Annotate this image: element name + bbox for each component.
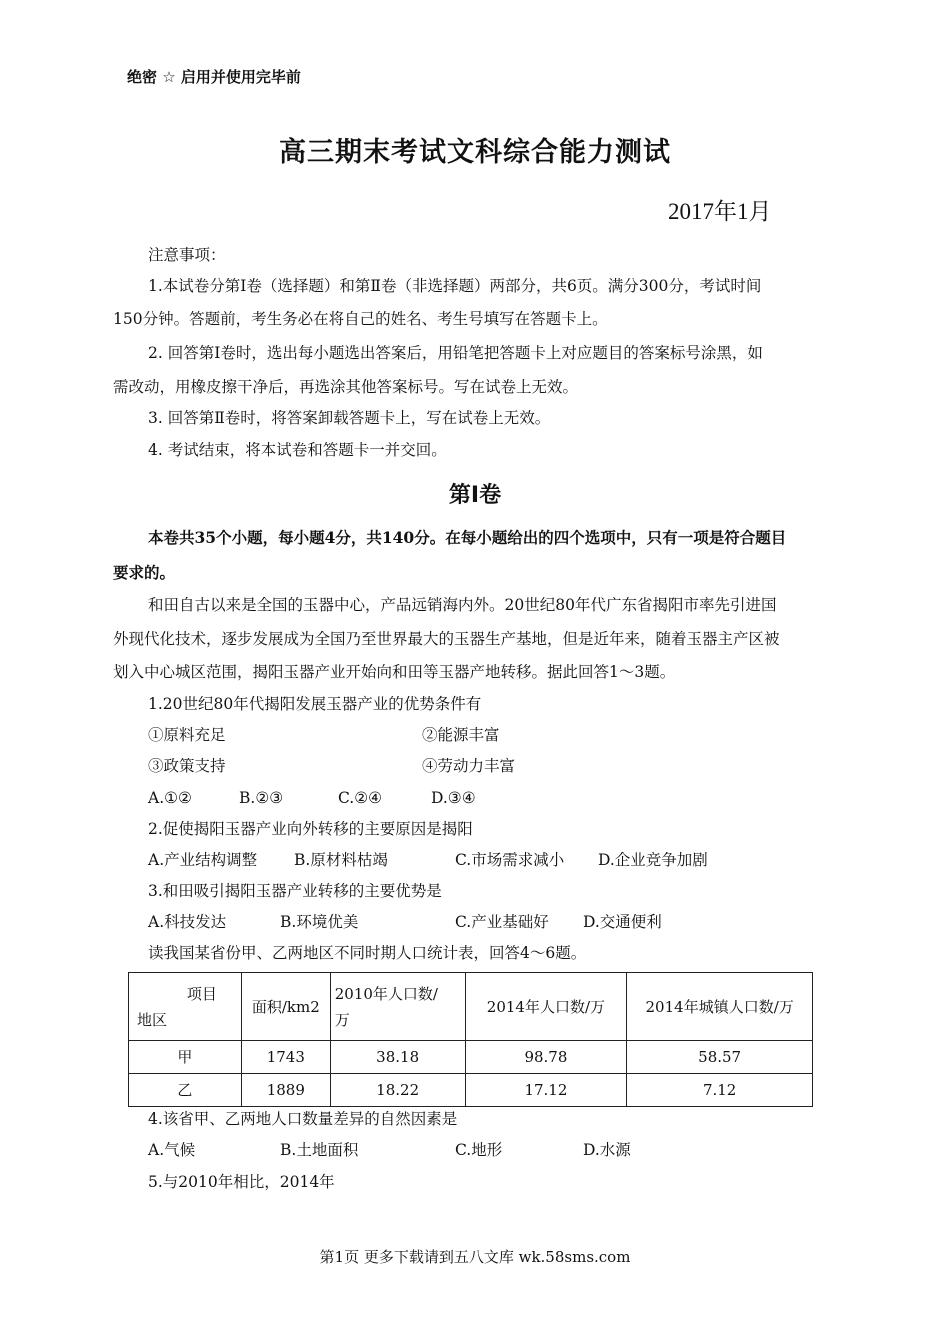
q1-option-c: C.②④ bbox=[338, 789, 383, 807]
header-area: 面积/km2 bbox=[241, 973, 330, 1041]
cell-region: 甲 bbox=[129, 1041, 242, 1074]
passage-1-line-2: 外现代化技术，逐步发展成为全国乃至世界最大的玉器生产基地，但是近年来，随着玉器主产区被 bbox=[113, 630, 780, 648]
q3-option-d: D.交通便利 bbox=[583, 913, 662, 931]
header-pop2010-line-1: 2010年人口数/ bbox=[334, 984, 438, 1003]
q4-stem: 4.该省甲、乙两地人口数量差异的自然因素是 bbox=[148, 1110, 458, 1128]
q1-option-b: B.②③ bbox=[239, 789, 284, 807]
cell-pop2010: 38.18 bbox=[330, 1041, 465, 1074]
q3-option-a: A.科技发达 bbox=[148, 913, 227, 931]
header-pop2010-line-2: 万 bbox=[334, 1010, 350, 1029]
note-4: 4. 考试结束，将本试卷和答题卡一并交回。 bbox=[148, 441, 447, 459]
q1-option-a: A.①② bbox=[148, 789, 192, 807]
table-row bbox=[129, 1041, 813, 1074]
cell-region: 乙 bbox=[129, 1074, 242, 1107]
note-2-line-1: 2. 回答第Ⅰ卷时，选出每小题选出答案后，用铅笔把答题卡上对应题目的答案标号涂黑，如 bbox=[148, 344, 763, 362]
section-intro-line-1: 本卷共35个小题，每小题4分，共140分。在每小题给出的四个选项中，只有一项是符合题目 bbox=[148, 528, 787, 547]
cell-urban2014: 7.12 bbox=[627, 1074, 813, 1107]
confidential-label: 绝密 ☆ 启用并使用完毕前 bbox=[127, 68, 301, 86]
cell-area: 1889 bbox=[241, 1074, 330, 1107]
header-item: 项目 bbox=[186, 984, 217, 1003]
q3-stem: 3.和田吸引揭阳玉器产业转移的主要优势是 bbox=[148, 882, 442, 900]
q4-option-b: B.土地面积 bbox=[280, 1141, 359, 1159]
passage-2: 读我国某省份甲、乙两地区不同时期人口统计表，回答4～6题。 bbox=[148, 944, 587, 962]
exam-date: 2017年1月 bbox=[668, 199, 772, 224]
q2-option-d: D.企业竞争加剧 bbox=[598, 851, 708, 869]
note-1-line-1: 1.本试卷分第Ⅰ卷（选择题）和第Ⅱ卷（非选择题）两部分，共6页。满分300分，考试时间 bbox=[148, 277, 762, 295]
cell-pop2014: 98.78 bbox=[465, 1041, 627, 1074]
q4-option-a: A.气候 bbox=[148, 1141, 196, 1159]
q2-option-b: B.原材料枯竭 bbox=[294, 851, 388, 869]
population-table bbox=[128, 972, 813, 1107]
q3-option-c: C.产业基础好 bbox=[455, 913, 549, 931]
notes-heading: 注意事项： bbox=[148, 246, 226, 264]
passage-1-line-3: 划入中心城区范围，揭阳玉器产业开始向和田等玉器产地转移。据此回答1～3题。 bbox=[113, 663, 676, 681]
cell-pop2010: 18.22 bbox=[330, 1074, 465, 1107]
page-footer: 第1页 更多下载请到五八文库 wk.58sms.com bbox=[319, 1248, 631, 1266]
q3-option-b: B.环境优美 bbox=[280, 913, 359, 931]
note-2-line-2: 需改动，用橡皮擦干净后，再选涂其他答案标号。写在试卷上无效。 bbox=[113, 378, 579, 396]
header-pop2010 bbox=[330, 973, 465, 1041]
table-row bbox=[129, 1074, 813, 1107]
header-region: 地区 bbox=[137, 1010, 168, 1029]
exam-title: 高三期末考试文科综合能力测试 bbox=[279, 137, 671, 168]
q2-stem: 2.促使揭阳玉器产业向外转移的主要原因是揭阳 bbox=[148, 820, 473, 838]
note-3: 3. 回答第Ⅱ卷时，将答案卸载答题卡上，写在试卷上无效。 bbox=[148, 409, 551, 427]
q1-item-4: ④劳动力丰富 bbox=[422, 757, 516, 775]
q4-option-d: D.水源 bbox=[583, 1141, 631, 1159]
cell-pop2014: 17.12 bbox=[465, 1074, 627, 1107]
q2-option-a: A.产业结构调整 bbox=[148, 851, 258, 869]
q1-option-d: D.③④ bbox=[431, 789, 476, 807]
passage-1-line-1: 和田自古以来是全国的玉器中心，产品远销海内外。20世纪80年代广东省揭阳市率先引进国 bbox=[148, 596, 777, 614]
header-urban2014: 2014年城镇人口数/万 bbox=[627, 973, 813, 1041]
table-header-row bbox=[129, 973, 813, 1041]
cell-urban2014: 58.57 bbox=[627, 1041, 813, 1074]
section-intro-line-2: 要求的。 bbox=[113, 563, 176, 582]
cell-area: 1743 bbox=[241, 1041, 330, 1074]
section-title: 第Ⅰ卷 bbox=[448, 483, 502, 508]
q2-option-c: C.市场需求减小 bbox=[455, 851, 565, 869]
q4-option-c: C.地形 bbox=[455, 1141, 503, 1159]
q1-item-1: ①原料充足 bbox=[148, 726, 226, 744]
table-corner-header bbox=[129, 973, 242, 1041]
q1-item-3: ③政策支持 bbox=[148, 757, 226, 775]
q5-stem: 5.与2010年相比，2014年 bbox=[148, 1173, 335, 1191]
q1-item-2: ②能源丰富 bbox=[422, 726, 500, 744]
header-pop2014: 2014年人口数/万 bbox=[465, 973, 627, 1041]
q1-stem: 1.20世纪80年代揭阳发展玉器产业的优势条件有 bbox=[148, 695, 482, 713]
note-1-line-2: 150分钟。答题前，考生务必在将自己的姓名、考生号填写在答题卡上。 bbox=[113, 310, 608, 328]
